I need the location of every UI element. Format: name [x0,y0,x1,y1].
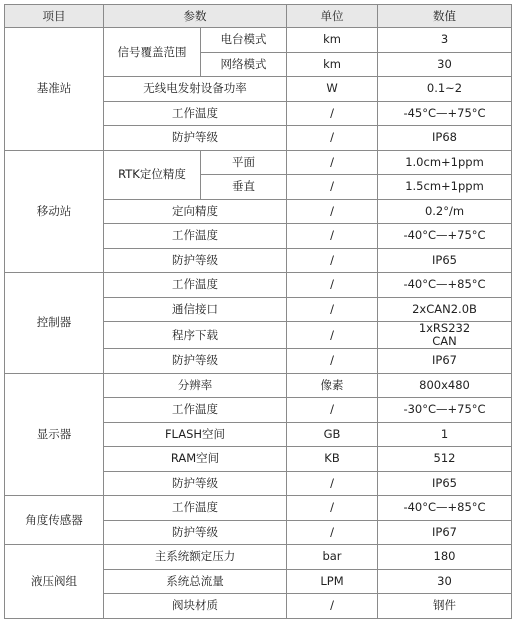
table-row [5,273,512,298]
value-cell: 1xRS232 CAN [378,322,512,349]
value-cell: 钢件 [378,594,512,619]
group-angle-sensor: 角度传感器 [5,496,104,545]
param-plane: 平面 [201,150,287,175]
param-protection: 防护等级 [104,248,287,273]
unit-cell: / [287,594,378,619]
header-row [5,5,512,28]
unit-cell: LPM [287,569,378,594]
param-power: 无线电发射设备功率 [104,77,287,102]
value-cell: IP67 [378,520,512,545]
value-cell: -45°C—+75°C [378,101,512,126]
unit-cell: / [287,101,378,126]
param-coverage: 信号覆盖范围 [104,28,201,77]
spec-table [4,4,512,619]
unit-cell: / [287,322,378,349]
value-cell: 0.1~2 [378,77,512,102]
value-cell: -40°C—+85°C [378,273,512,298]
value-cell: IP67 [378,349,512,374]
param-temp: 工作温度 [104,273,287,298]
table-row [5,373,512,398]
param-vertical: 垂直 [201,175,287,200]
header-item: 项目 [5,5,104,28]
group-hydraulic-valve: 液压阀组 [5,545,104,619]
param-heading: 定向精度 [104,199,287,224]
unit-cell: bar [287,545,378,570]
table-row [5,496,512,521]
value-cell: -40°C—+85°C [378,496,512,521]
header-param: 参数 [104,5,287,28]
unit-cell: W [287,77,378,102]
param-temp: 工作温度 [104,398,287,423]
value-cell: IP65 [378,248,512,273]
param-flash: FLASH空间 [104,422,287,447]
param-protection: 防护等级 [104,520,287,545]
param-protection: 防护等级 [104,349,287,374]
group-display: 显示器 [5,373,104,496]
unit-cell: / [287,297,378,322]
value-cell: IP65 [378,471,512,496]
unit-cell: / [287,398,378,423]
value-cell: -40°C—+75°C [378,224,512,249]
param-resolution: 分辨率 [104,373,287,398]
value-cell: IP68 [378,126,512,151]
header-unit: 单位 [287,5,378,28]
param-material: 阀块材质 [104,594,287,619]
param-protection: 防护等级 [104,126,287,151]
param-rtk: RTK定位精度 [104,150,201,199]
table-row [5,150,512,175]
table-row [5,545,512,570]
group-base-station: 基准站 [5,28,104,151]
param-temp: 工作温度 [104,101,287,126]
unit-cell: km [287,28,378,53]
value-cell: 30 [378,52,512,77]
value-cell: 800x480 [378,373,512,398]
header-value: 数值 [378,5,512,28]
unit-cell: / [287,349,378,374]
param-protection: 防护等级 [104,471,287,496]
unit-cell: km [287,52,378,77]
table-row [5,28,512,53]
unit-cell: / [287,224,378,249]
param-station-mode: 电台模式 [201,28,287,53]
param-ram: RAM空间 [104,447,287,472]
value-cell: 1.5cm+1ppm [378,175,512,200]
param-temp: 工作温度 [104,224,287,249]
unit-cell: / [287,520,378,545]
unit-cell: / [287,273,378,298]
unit-cell: / [287,126,378,151]
param-download: 程序下载 [104,322,287,349]
param-temp: 工作温度 [104,496,287,521]
value-cell: 1 [378,422,512,447]
unit-cell: / [287,199,378,224]
value-cell: -30°C—+75°C [378,398,512,423]
unit-cell: / [287,496,378,521]
value-cell: 180 [378,545,512,570]
value-cell: 3 [378,28,512,53]
param-comm: 通信接口 [104,297,287,322]
unit-cell: / [287,471,378,496]
unit-cell: GB [287,422,378,447]
value-cell: 1.0cm+1ppm [378,150,512,175]
param-pressure: 主系统额定压力 [104,545,287,570]
value-cell: 0.2°/m [378,199,512,224]
group-controller: 控制器 [5,273,104,374]
param-network-mode: 网络模式 [201,52,287,77]
unit-cell: / [287,175,378,200]
group-mobile-station: 移动站 [5,150,104,273]
unit-cell: KB [287,447,378,472]
unit-cell: / [287,248,378,273]
param-flow: 系统总流量 [104,569,287,594]
value-cell: 512 [378,447,512,472]
value-cell: 30 [378,569,512,594]
unit-cell: 像素 [287,373,378,398]
unit-cell: / [287,150,378,175]
value-cell: 2xCAN2.0B [378,297,512,322]
